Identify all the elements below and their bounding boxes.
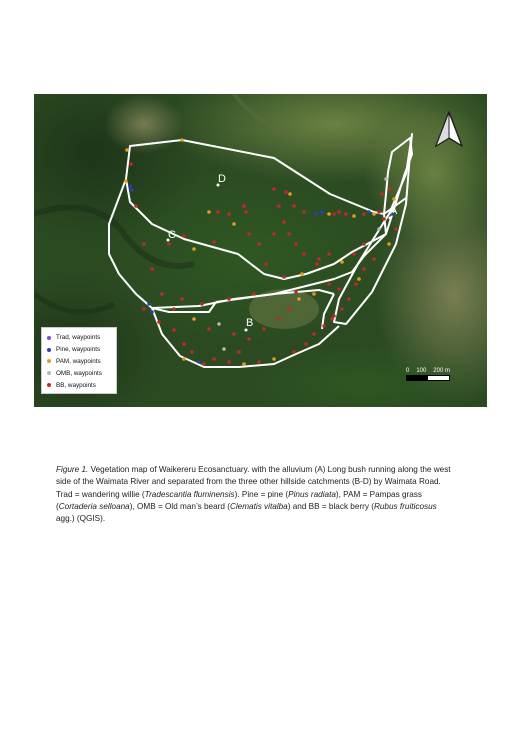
species-name: Rubus fruiticosus [373, 501, 437, 511]
waypoint-marker [277, 204, 281, 208]
waypoint-marker [237, 350, 241, 354]
waypoint-marker [142, 242, 146, 246]
waypoint-marker [292, 350, 296, 354]
waypoint-marker [202, 362, 206, 366]
waypoint-marker [257, 360, 261, 364]
scale-label-200: 200 m [433, 368, 450, 374]
caption-text: ) and BB = black berry ( [287, 501, 374, 511]
waypoint-marker [207, 210, 211, 214]
waypoint-marker [157, 320, 161, 324]
waypoint-marker [312, 332, 316, 336]
waypoint-marker [302, 252, 306, 256]
waypoint-marker [150, 310, 154, 314]
waypoint-marker [197, 360, 201, 364]
region-label-d: D [218, 173, 226, 185]
waypoint-marker [302, 210, 306, 214]
waypoint-marker [130, 188, 134, 192]
waypoint-marker [247, 232, 251, 236]
waypoint-marker [332, 314, 336, 318]
waypoint-marker [272, 187, 276, 191]
omb-marker-icon [47, 371, 51, 375]
caption-text: Vegetation map of Waikereru Ecosanctuary. with the alluvium (A) Long bush running along the west side of the Waimata River and separated from the three other hillside catchments (B-D) by Waimata Road. Trad = wandering willie ( [56, 465, 451, 499]
waypoint-marker [172, 328, 176, 332]
waypoint-marker [317, 257, 321, 261]
waypoint-marker [227, 360, 231, 364]
waypoint-marker [182, 342, 186, 346]
species-name: Pinus radiata [288, 489, 336, 499]
waypoint-marker [207, 327, 211, 331]
waypoint-marker [232, 332, 236, 336]
waypoint-marker [125, 148, 129, 152]
waypoint-marker [377, 227, 381, 231]
region-label-c: C [168, 229, 176, 241]
waypoint-marker [232, 222, 236, 226]
scale-bar [406, 368, 450, 381]
waypoint-marker [192, 317, 196, 321]
legend-label: PAM, waypoints [56, 357, 101, 365]
species-name: Tradescantia fluminensis [144, 489, 235, 499]
waypoint-marker [216, 210, 220, 214]
waypoint-marker [172, 307, 176, 311]
trad-marker-icon [47, 336, 51, 340]
pam-marker-icon [47, 359, 51, 363]
bb-marker-icon [47, 383, 51, 387]
figure-caption [56, 464, 456, 525]
waypoint-marker [387, 242, 391, 246]
map-legend [41, 327, 117, 394]
waypoint-marker [377, 210, 381, 214]
waypoint-marker [167, 242, 171, 246]
north-arrow-icon [432, 110, 466, 150]
pine-marker-icon [47, 348, 51, 352]
waypoint-marker [212, 240, 216, 244]
waypoint-marker [182, 357, 186, 361]
waypoint-marker [367, 210, 371, 214]
waypoint-marker [262, 327, 266, 331]
waypoint-marker [372, 257, 376, 261]
waypoint-marker [322, 324, 326, 328]
waypoint-marker [332, 212, 336, 216]
caption-text: ), OMB = Old man’s beard ( [129, 501, 230, 511]
waypoint-marker [200, 302, 204, 306]
region-label-a: A [390, 205, 398, 217]
waypoint-marker [337, 287, 341, 291]
waypoint-marker [124, 179, 128, 183]
waypoint-marker [128, 184, 132, 188]
waypoint-marker [337, 210, 341, 214]
waypoint-marker [129, 162, 133, 166]
vegetation-map [34, 94, 487, 407]
waypoint-marker [392, 197, 396, 201]
region-label-b: B [246, 317, 254, 329]
waypoint-marker [160, 292, 164, 296]
legend-label: Pine, waypoints [56, 346, 101, 354]
waypoint-marker [227, 297, 231, 301]
waypoint-marker [252, 292, 256, 296]
waypoint-marker [314, 212, 318, 216]
waypoint-marker [242, 204, 246, 208]
waypoint-marker [222, 347, 226, 351]
waypoint-marker [327, 212, 331, 216]
legend-item-bb [47, 379, 112, 391]
legend-item-pam [47, 356, 112, 368]
waypoint-marker [142, 307, 146, 311]
figure-label: Figure 1. [56, 465, 89, 474]
caption-text: ), PAM = Pampas grass ( [56, 489, 422, 511]
waypoint-marker [320, 210, 324, 214]
waypoint-marker [312, 292, 316, 296]
waypoint-marker [292, 204, 296, 208]
species-name: Clematis vitalba [229, 501, 288, 511]
waypoint-marker [362, 212, 366, 216]
waypoint-marker [380, 192, 384, 196]
waypoint-marker [217, 322, 221, 326]
legend-item-trad [47, 332, 112, 344]
waypoint-marker [294, 290, 298, 294]
waypoint-marker [344, 212, 348, 216]
waypoint-marker [315, 262, 319, 266]
waypoint-marker [340, 307, 344, 311]
legend-label: BB, waypoints [56, 381, 96, 389]
scale-label-0: 0 [406, 368, 410, 374]
waypoint-marker [147, 302, 151, 306]
legend-item-pine [47, 344, 112, 356]
waypoint-marker [352, 252, 356, 256]
waypoint-marker [384, 177, 388, 181]
waypoint-marker [180, 138, 184, 142]
waypoint-marker [264, 262, 268, 266]
waypoint-marker [362, 267, 366, 271]
waypoint-marker [282, 220, 286, 224]
waypoint-marker [190, 350, 194, 354]
species-name: Cortaderia selloana [58, 501, 130, 511]
waypoint-marker [212, 357, 216, 361]
caption-text: agg.) (QGIS). [56, 514, 106, 524]
waypoint-marker [287, 307, 291, 311]
waypoint-marker [134, 204, 138, 208]
waypoint-marker [388, 187, 392, 191]
waypoint-marker [372, 212, 376, 216]
waypoint-marker [327, 282, 331, 286]
waypoint-marker [272, 357, 276, 361]
waypoint-marker [244, 210, 248, 214]
waypoint-marker [354, 282, 358, 286]
waypoint-marker [288, 192, 292, 196]
scale-label-100: 100 [416, 368, 427, 374]
waypoint-marker [287, 232, 291, 236]
waypoint-marker [340, 260, 344, 264]
waypoint-marker [362, 242, 366, 246]
waypoint-marker [352, 214, 356, 218]
waypoint-marker [300, 272, 304, 276]
waypoint-marker [304, 342, 308, 346]
waypoint-marker [192, 247, 196, 251]
waypoint-marker [327, 252, 331, 256]
waypoint-marker [330, 317, 334, 321]
waypoint-marker [382, 217, 386, 221]
waypoint-marker [180, 297, 184, 301]
waypoint-marker [277, 317, 281, 321]
legend-item-omb [47, 367, 112, 379]
waypoint-marker [257, 242, 261, 246]
waypoint-marker [297, 297, 301, 301]
waypoint-marker [182, 234, 186, 238]
waypoint-marker [242, 362, 246, 366]
waypoint-marker [150, 267, 154, 271]
waypoint-marker [247, 337, 251, 341]
waypoint-marker [284, 190, 288, 194]
waypoint-marker [347, 297, 351, 301]
waypoint-marker [282, 275, 286, 279]
waypoint-marker [394, 227, 398, 231]
waypoint-marker [357, 277, 361, 281]
legend-label: OMB, waypoints [56, 369, 102, 377]
legend-label: Trad, waypoints [56, 334, 101, 342]
waypoint-marker [272, 232, 276, 236]
waypoint-marker [227, 212, 231, 216]
waypoint-marker [294, 242, 298, 246]
caption-text: ). Pine = pine ( [234, 489, 289, 499]
